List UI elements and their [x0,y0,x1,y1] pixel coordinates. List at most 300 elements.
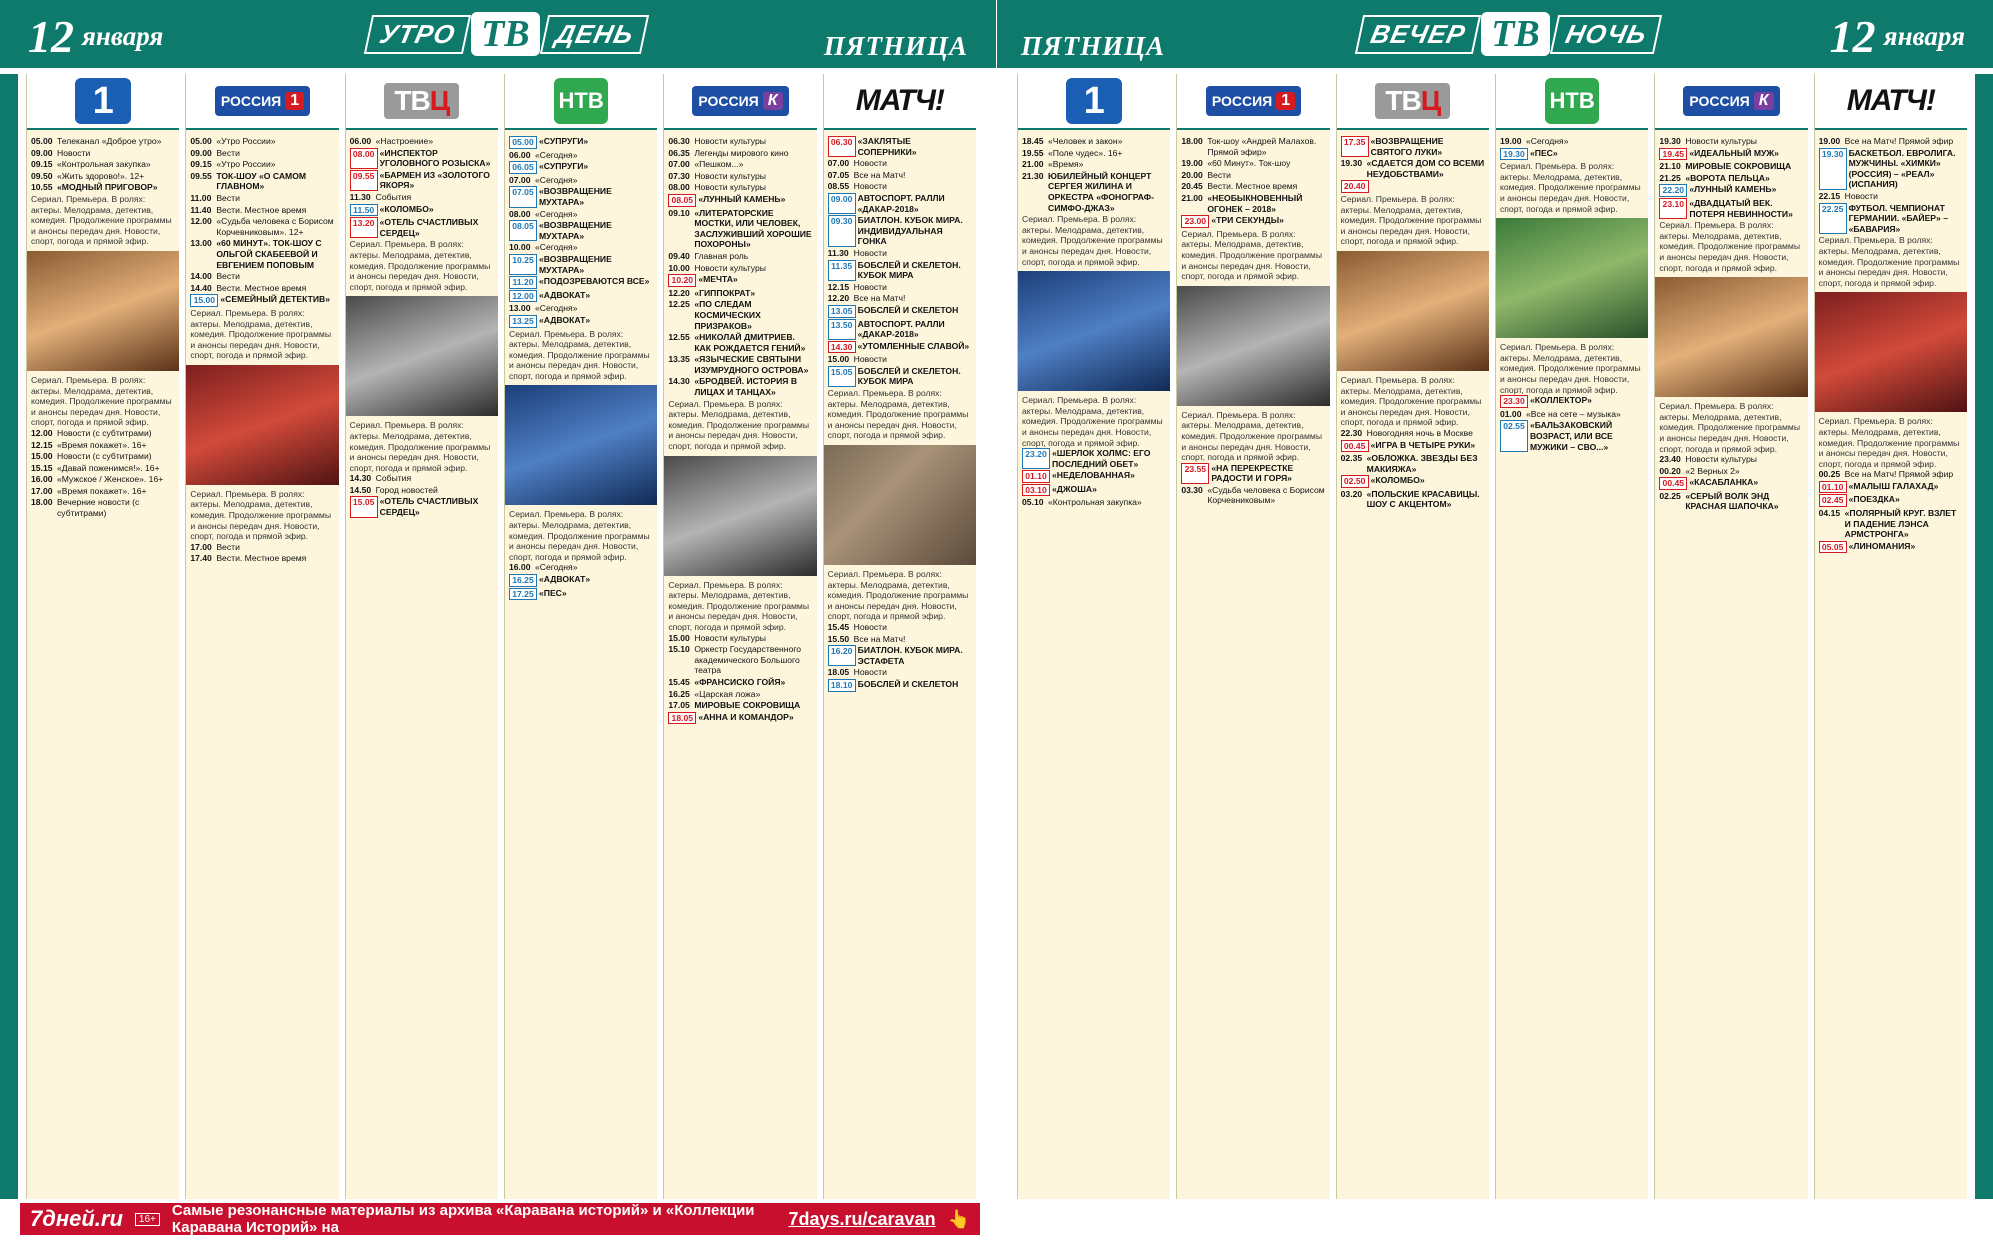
schedule-row [350,485,494,496]
schedule-row [1022,497,1166,508]
footer-text: Самые резонансные материалы из архива «Каравана историй» и «Коллекции Каравана Историй» на [171,1202,755,1236]
schedule-time: 10.55 [31,182,53,193]
schedule-title: «ПЕС» [538,587,567,598]
right-section-logo: ВЕЧЕР ТВ НОЧЬ [1359,12,1658,60]
schedule-row [31,428,175,439]
schedule-title: «АДВОКАТ» [538,289,591,300]
schedule-title: Легенды мирового кино [694,147,789,158]
schedule-time: 06.05 [509,161,537,174]
schedule-time: 15.05 [828,366,856,387]
footer-link[interactable]: 7days.ru/caravan [788,1208,936,1229]
schedule-row [1022,136,1166,147]
schedule-row [828,622,972,633]
schedule-title: «Пешком...» [694,159,744,170]
schedule-row [509,186,653,207]
schedule-time: 09.15 [31,159,53,170]
schedule-title: «АДВОКАТ» [538,574,591,585]
schedule-row [668,689,812,700]
schedule-time: 19.00 [1499,136,1522,146]
schedule-row [31,486,175,497]
schedule-time: 12.00 [190,216,212,227]
schedule-time: 02.50 [1341,475,1369,488]
schedule-row [828,158,972,169]
schedule-row [1341,136,1485,157]
schedule-title: Вести [216,271,240,282]
description-text: Сериал. Премьера. В ролях: актеры. Мелодрама, детектив, комедия. Продолжение программы и анонсы передач дня. Новости, спорт, погода и прямой эфир. [190,307,332,361]
schedule-row [509,254,653,275]
schedule-row [828,215,972,247]
schedule-time: 22.30 [1340,427,1363,438]
schedule-time: 13.00 [190,238,212,249]
schedule-title: Новости культуры [694,136,766,146]
schedule-time: 13.00 [508,303,531,314]
schedule-row [509,588,653,601]
schedule-time: 06.30 [668,136,690,146]
schedule-time: 02.35 [1340,453,1363,464]
schedule-row [668,644,812,676]
schedule-time: 09.15 [190,159,212,170]
schedule-row [828,645,972,666]
schedule-time: 07.00 [827,158,850,169]
schedule-time: 06.00 [508,149,531,160]
schedule-row [668,208,812,250]
schedule-title: Вести [216,192,240,203]
schedule-title: «ПЕС» [1529,147,1558,158]
footer-banner[interactable] [20,1203,980,1235]
schedule-title: «ДВАДЦАТЫЙ ВЕК. ПОТЕРЯ НЕВИННОСТИ» [1689,197,1793,219]
schedule-row [1022,484,1166,497]
schedule-title: «ОБЛОЖКА. ЗВЕЗДЫ БЕЗ МАКИЯЖА» [1366,453,1478,474]
right-side-strip [1975,74,1993,1199]
schedule-title: «Настроение» [375,136,434,146]
description-text: Сериал. Премьера. В ролях: актеры. Мелодрама, детектив, комедия. Продолжение программы и анонсы передач дня. Новости, спорт, погода и прямой эфир. [1499,342,1641,395]
schedule-time: 21.10 [1659,161,1681,172]
schedule-time: 15.00 [190,294,218,307]
schedule-time: 20.45 [1181,181,1203,192]
schedule-time: 09.55 [190,170,212,181]
schedule-row [828,634,972,645]
schedule-row [1341,453,1485,474]
channel-logo-tvc-evening: ТВЦ [1337,74,1489,130]
schedule-title: «ЛУННЫЙ КАМЕНЬ» [698,193,786,204]
schedule-title: Вести. Местное время [216,204,307,215]
right-date: 12 января [1829,11,1965,62]
schedule-row [190,193,334,204]
schedule-title: «ЗАКЛЯТЫЕ СОПЕРНИКИ» [857,136,917,157]
schedule-title: Новости (с субтитрами) [57,427,152,438]
schedule-title: БИАТЛОН. КУБОК МИРА. ИНДИВИДУАЛЬНАЯ ГОНКА [857,215,963,247]
schedule-row [668,288,812,299]
channel-logo-tvc: ТВЦ [346,74,498,130]
schedule-time: 13.50 [828,319,856,340]
schedule-time: 10.20 [668,274,696,287]
schedule-time: 02.55 [1500,420,1528,452]
schedule-time: 04.15 [1818,508,1841,519]
schedule-row [31,497,175,518]
schedule-time: 19.30 [1819,148,1847,190]
column-ntv [504,74,657,1199]
schedule-row [1022,159,1166,170]
schedule-title: «Сегодня» [534,242,578,253]
schedule-time: 05.00 [190,136,212,146]
schedule-row [509,276,653,289]
schedule-time: 18.10 [828,679,856,692]
schedule-row [31,182,175,193]
schedule-title: БОБСЛЕЙ И СКЕЛЕТОН [857,678,959,689]
column-rossia-k [663,74,816,1199]
schedule-time: 15.45 [827,622,850,632]
schedule-row [190,553,334,564]
schedule-row [828,170,972,181]
schedule-time: 22.25 [1819,203,1847,235]
schedule-title: Все на Матч! Прямой эфир [1844,469,1954,480]
schedule-time: 06.00 [349,136,372,146]
schedule-title: «ПОЛЯРНЫЙ КРУГ. ВЗЛЕТ И ПАДЕНИЕ ЛЭНСА АРМСТРОНГА» [1844,508,1957,540]
footer-brand: 7дней.ru [30,1206,123,1231]
description-text: Сериал. Премьера. В ролях: актеры. Мелодрама, детектив, комедия. Продолжение программы и анонсы передач дня. Новости, спорт, погода и прямой эфир. [190,488,332,542]
program-photo [1655,277,1807,397]
schedule-row [668,354,812,375]
schedule-title: «ВОЗВРАЩЕНИЕ МУХТАРА» [538,220,612,241]
schedule-title: «60 Минут». Ток-шоу [1207,158,1291,169]
schedule-row [350,136,494,147]
schedule-title: «ЛИТЕРАТОРСКИЕ МОСТКИ, ИЛИ ЧЕЛОВЕК, ЗАСЛУЖИВШИЙ ХОРОШИЕ ПОХОРОНЫ» [694,207,812,250]
schedule-time: 01.10 [1819,481,1847,494]
schedule-row [190,238,334,270]
column-rossia-1 [185,74,338,1199]
description-text: Сериал. Премьера. В ролях: актеры. Мелодрама, детектив, комедия. Продолжение программы и анонсы передач дня. Новости, спорт, погода и прямой эфир. [508,509,650,562]
description-text: Сериал. Премьера. В ролях: актеры. Мелодрама, детектив, комедия. Продолжение программы и анонсы передач дня. Новости, спорт, погода и прямой эфир. [827,388,969,441]
schedule-title [1371,180,1485,193]
schedule-time: 13.35 [668,354,690,365]
schedule-title: Новости культуры [694,182,766,193]
schedule-title: «КОЛОМБО» [379,203,434,214]
column-first-channel [26,74,179,1199]
schedule-time: 23.00 [1181,215,1209,228]
schedule-time: 16.25 [509,574,537,587]
schedule-row [668,712,812,725]
schedule-title: «Сегодня» [534,208,578,219]
schedule-time: 12.55 [668,332,690,343]
schedule-title: «КОЛОМБО» [1370,475,1425,486]
schedule-row [509,161,653,174]
schedule-title: «ЛУННЫЙ КАМЕНЬ» [1689,184,1777,195]
schedule-row [190,271,334,282]
schedule-row [668,194,812,207]
schedule-time: 08.00 [350,148,378,169]
schedule-row [668,633,812,644]
schedule-title: Новости [853,181,887,192]
schedule-title: «ЛИНОМАНИЯ» [1848,540,1916,551]
schedule-time: 17.05 [668,700,690,711]
schedule-title: «Время покажет». 16+ [57,485,147,496]
schedule-time: 05.10 [1022,497,1044,508]
schedule-row [31,136,175,147]
column-rossia-k-evening [1654,74,1807,1199]
schedule-time: 15.50 [827,633,850,644]
schedule-time: 11.30 [827,247,849,258]
schedule-title: События [375,191,412,202]
schedule-title: ФУТБОЛ. ЧЕМПИОНАТ ГЕРМАНИИ. «БАЙЕР» – «БАВАРИЯ» [1848,202,1948,234]
schedule-title: «ФРАНСИСКО ГОЙЯ» [694,676,786,687]
schedule-time: 18.00 [31,497,53,508]
schedule-row [509,290,653,303]
schedule-row [1341,475,1485,488]
schedule-title: «Сегодня» [1525,136,1569,146]
schedule-row [1022,148,1166,159]
schedule-time: 10.00 [508,242,531,253]
schedule-title: Новости культуры [1685,136,1757,146]
schedule-title: «ШЕРЛОК ХОЛМС: ЕГО ПОСЛЕДНИЙ ОБЕТ» [1052,448,1151,469]
schedule-title: Новости [853,354,887,365]
schedule-time: 07.00 [668,159,690,170]
schedule-time: 12.20 [827,293,850,304]
schedule-time: 05.00 [509,136,537,149]
schedule-title: «Жить здорово!». 12+ [57,170,145,181]
schedule-title: «ИНСПЕКТОР УГОЛОВНОГО РОЗЫСКА» [379,147,491,169]
schedule-time: 16.25 [668,688,690,699]
column-match-evening [1814,74,1967,1199]
schedule-time: 17.00 [31,485,53,496]
schedule-title: Новости культуры [694,632,766,643]
column-ntv-evening [1495,74,1648,1199]
schedule-row [828,366,972,387]
schedule-title: «ТРИ СЕКУНДЫ» [1211,215,1284,226]
schedule-row [190,205,334,216]
schedule-title: «ЯЗЫЧЕСКИЕ СВЯТЫНИ ИЗУМРУДНОГО ОСТРОВА» [694,354,809,375]
schedule-row [509,315,653,328]
schedule-time: 14.30 [349,473,372,484]
channel-logo-ntv-evening: НТВ [1496,74,1648,130]
description-text: Сериал. Премьера. В ролях: актеры. Мелодрама, детектив, комедия. Продолжение программы и анонсы передач дня. Новости, спорт, погода и прямой эфир. [1340,374,1482,428]
schedule-title: «ПОЕЗДКА» [1848,494,1900,505]
schedule-title: «АДВОКАТ» [538,314,591,325]
schedule-time: 12.00 [31,427,53,438]
schedule-time: 01.10 [1022,470,1050,483]
schedule-time: 17.25 [509,588,537,601]
schedule-row [668,700,812,711]
schedule-row [1659,148,1803,161]
schedule-row [1022,171,1166,213]
channel-logo-first: 1 [27,74,179,130]
schedule-title: Город новостей [375,484,438,495]
schedule-title: «60 МИНУТ». ТОК-ШОУ С ОЛЬГОЙ СКАБЕЕВОЙ И ЕВГЕНИЕМ ПОПОВЫМ [216,238,322,270]
schedule-title: «ГИППОКРАТ» [694,287,756,298]
schedule-row [1659,491,1803,512]
schedule-time: 06.30 [828,136,856,157]
schedule-title: Все на Матч! [853,293,906,304]
schedule-time: 11.30 [349,191,371,202]
left-header [0,0,996,68]
left-page [0,0,996,1243]
schedule-time: 08.05 [668,194,696,207]
schedule-row [668,332,812,353]
schedule-row [1819,469,1963,480]
schedule-time: 05.05 [1819,541,1847,554]
schedule-title: «2 Верных 2» [1685,465,1740,476]
schedule-row [190,136,334,147]
program-photo [1177,286,1329,406]
schedule-title: Вести [216,541,240,552]
schedule-time: 09.00 [31,147,53,158]
schedule-row [1819,191,1963,202]
schedule-row [1659,454,1803,465]
description-text: Сериал. Премьера. В ролях: актеры. Мелодрама, детектив, комедия. Продолжение программы и анонсы передач дня. Новости, спорт, погода и прямой эфир. [349,420,491,473]
schedule-time: 00.25 [1818,469,1841,480]
schedule-title: «Утро России» [216,136,276,146]
schedule-time: 22.20 [1659,184,1687,197]
schedule-time: 10.00 [668,262,690,273]
schedule-row [1341,489,1485,510]
schedule-time: 14.30 [828,341,856,354]
schedule-title: «Время покажет». 16+ [57,439,147,450]
schedule-time: 20.40 [1341,180,1369,193]
schedule-title: Вести [216,147,240,158]
schedule-row [190,542,334,553]
schedule-row [31,474,175,485]
schedule-row [509,209,653,220]
schedule-time: 17.00 [190,541,212,552]
schedule-title: «Время» [1048,159,1084,170]
column-first-channel-evening [1017,74,1170,1199]
description-text: Сериал. Премьера. В ролях: актеры. Мелодрама, детектив, комедия. Продолжение программы и анонсы передач дня. Новости, спорт, погода и прямой эфир. [1818,416,1960,469]
schedule-row [509,136,653,149]
schedule-title: «МАЛЫШ ГАЛАХАД» [1848,480,1939,491]
schedule-row [1181,136,1325,157]
program-photo [664,456,816,576]
schedule-row [190,294,334,307]
schedule-time: 02.45 [1819,494,1847,507]
schedule-row [1659,477,1803,490]
schedule-title: «КАСАБЛАНКА» [1689,477,1759,488]
schedule-time: 21.30 [1022,170,1044,181]
schedule-time: 10.25 [509,254,537,275]
schedule-row [1819,148,1963,190]
schedule-time: 09.00 [190,147,212,158]
schedule-row [1181,181,1325,192]
schedule-title: «Сегодня» [534,174,578,185]
schedule-title: Вести. Местное время [216,553,307,564]
schedule-title: «Контрольная закупка» [1048,497,1142,508]
schedule-row [1659,173,1803,184]
schedule-time: 00.45 [1341,440,1369,453]
schedule-row [1181,170,1325,181]
schedule-time: 12.25 [668,299,690,310]
channel-logo-rossiak: РОССИЯ К [664,74,816,130]
schedule-time: 08.55 [827,181,850,192]
left-side-strip [0,74,18,1199]
schedule-row [509,150,653,161]
description-text: Сериал. Премьера. В ролях: актеры. Мелодрама, детектив, комедия. Продолжение программы и анонсы передач дня. Новости, спорт, погода и прямой эфир. [1499,161,1641,214]
schedule-time: 09.55 [350,170,378,191]
schedule-row [668,274,812,287]
schedule-title: «ВОЗВРАЩЕНИЕ СВЯТОГО ЛУКИ» [1370,136,1444,157]
schedule-row [1819,494,1963,507]
schedule-row [828,341,972,354]
schedule-row [509,303,653,314]
schedule-row [1819,541,1963,554]
schedule-title: Новости [853,622,887,632]
schedule-title: Новогодняя ночь в Москве [1366,427,1473,438]
schedule-title: Вечерние новости (с субтитрами) [57,497,140,519]
schedule-title: «ОТЕЛЬ СЧАСТЛИВЫХ СЕРДЕЦ» [379,496,479,518]
schedule-row [828,193,972,214]
schedule-title: «АННА И КОМАНДОР» [698,711,794,722]
schedule-title: МИРОВЫЕ СОКРОВИЩА [1685,161,1792,172]
schedule-time: 15.15 [31,462,53,473]
schedule-row [828,319,972,340]
schedule-time: 23.10 [1659,198,1687,219]
schedule-row [668,182,812,193]
schedule-title: «Утро России» [216,159,276,170]
schedule-row [668,171,812,182]
schedule-time: 11.20 [509,276,537,289]
column-match [823,74,976,1199]
schedule-row [1819,508,1963,540]
schedule-title: «ПО СЛЕДАМ КОСМИЧЕСКИХ ПРИЗРАКОВ» [694,299,761,331]
program-photo [186,365,338,485]
schedule-title: «ВОРОТА ПЕЛЬЦА» [1685,172,1770,183]
schedule-title: Оркестр Государственного академического Большого театра [694,644,802,676]
schedule-row [31,159,175,170]
schedule-title: «СЕМЕЙНЫЙ ДЕТЕКТИВ» [220,294,331,305]
schedule-row [1181,485,1325,506]
column-tvc-evening [1336,74,1489,1199]
schedule-title: БАСКЕТБОЛ. ЕВРОЛИГА. МУЖЧИНЫ. «ХИМКИ» (РОССИЯ) – «РЕАЛ» (ИСПАНИЯ) [1848,147,1956,190]
schedule-row [190,283,334,294]
schedule-row [1341,180,1485,193]
schedule-title: Новости [853,281,887,292]
right-header [997,0,1993,68]
schedule-title: Новости [853,158,887,169]
schedule-title: Новости [853,247,887,258]
schedule-title: «СУПРУГИ» [538,136,589,146]
schedule-row [1341,440,1485,453]
schedule-row [668,677,812,688]
schedule-title: «ВОЗВРАЩЕНИЕ МУХТАРА» [538,253,612,275]
schedule-time: 07.05 [827,169,850,180]
channel-logo-rossiak-evening: РОССИЯ К [1655,74,1807,130]
schedule-title: «КОЛЛЕКТОР» [1529,395,1592,406]
schedule-row [828,136,972,157]
schedule-time: 12.15 [31,439,53,450]
schedule-time: 11.35 [828,260,856,281]
schedule-title: «НИКОЛАЙ ДМИТРИЕВ. КАК РОЖДАЕТСЯ ГЕНИЙ» [694,332,806,353]
description-text: Сериал. Премьера. В ролях: актеры. Мелодрама, детектив, комедия. Продолжение программы и анонсы передач дня. Новости, спорт, погода и прямой эфир. [1659,220,1800,273]
schedule-time: 06.35 [668,147,690,158]
schedule-time: 00.45 [1659,477,1687,490]
schedule-time: 15.00 [31,451,53,462]
schedule-time: 23.30 [1500,395,1528,408]
program-photo [824,445,976,565]
schedule-title: ТОК-ШОУ «О САМОМ ГЛАВНОМ» [216,170,307,192]
schedule-row [1022,448,1166,469]
schedule-row [668,251,812,262]
description-text: Сериал. Премьера. В ролях: актеры. Мелодрама, детектив, комедия. Продолжение программы и анонсы передач дня. Новости, спорт, погода и прямой эфир. [668,398,809,452]
program-photo [1496,218,1648,338]
schedule-title: «БРОДВЕЙ. ИСТОРИЯ В ЛИЦАХ И ТАНЦАХ» [694,376,798,398]
schedule-time: 09.10 [668,207,690,218]
channel-logo-rossia1: РОССИЯ 1 [186,74,338,130]
schedule-time: 15.45 [668,676,690,687]
description-text: Сериал. Премьера. В ролях: актеры. Мелодрама, детектив, комедия. Продолжение программы и анонсы передач дня. Новости, спорт, погода и прямой эфир. [1818,235,1960,288]
schedule-row [31,451,175,462]
schedule-title: БИАТЛОН. КУБОК МИРА. ЭСТАФЕТА [857,645,963,666]
schedule-time: 22.15 [1818,190,1841,201]
schedule-time: 18.05 [827,667,850,678]
schedule-time: 15.00 [827,354,850,365]
schedule-time: 12.20 [668,287,690,298]
